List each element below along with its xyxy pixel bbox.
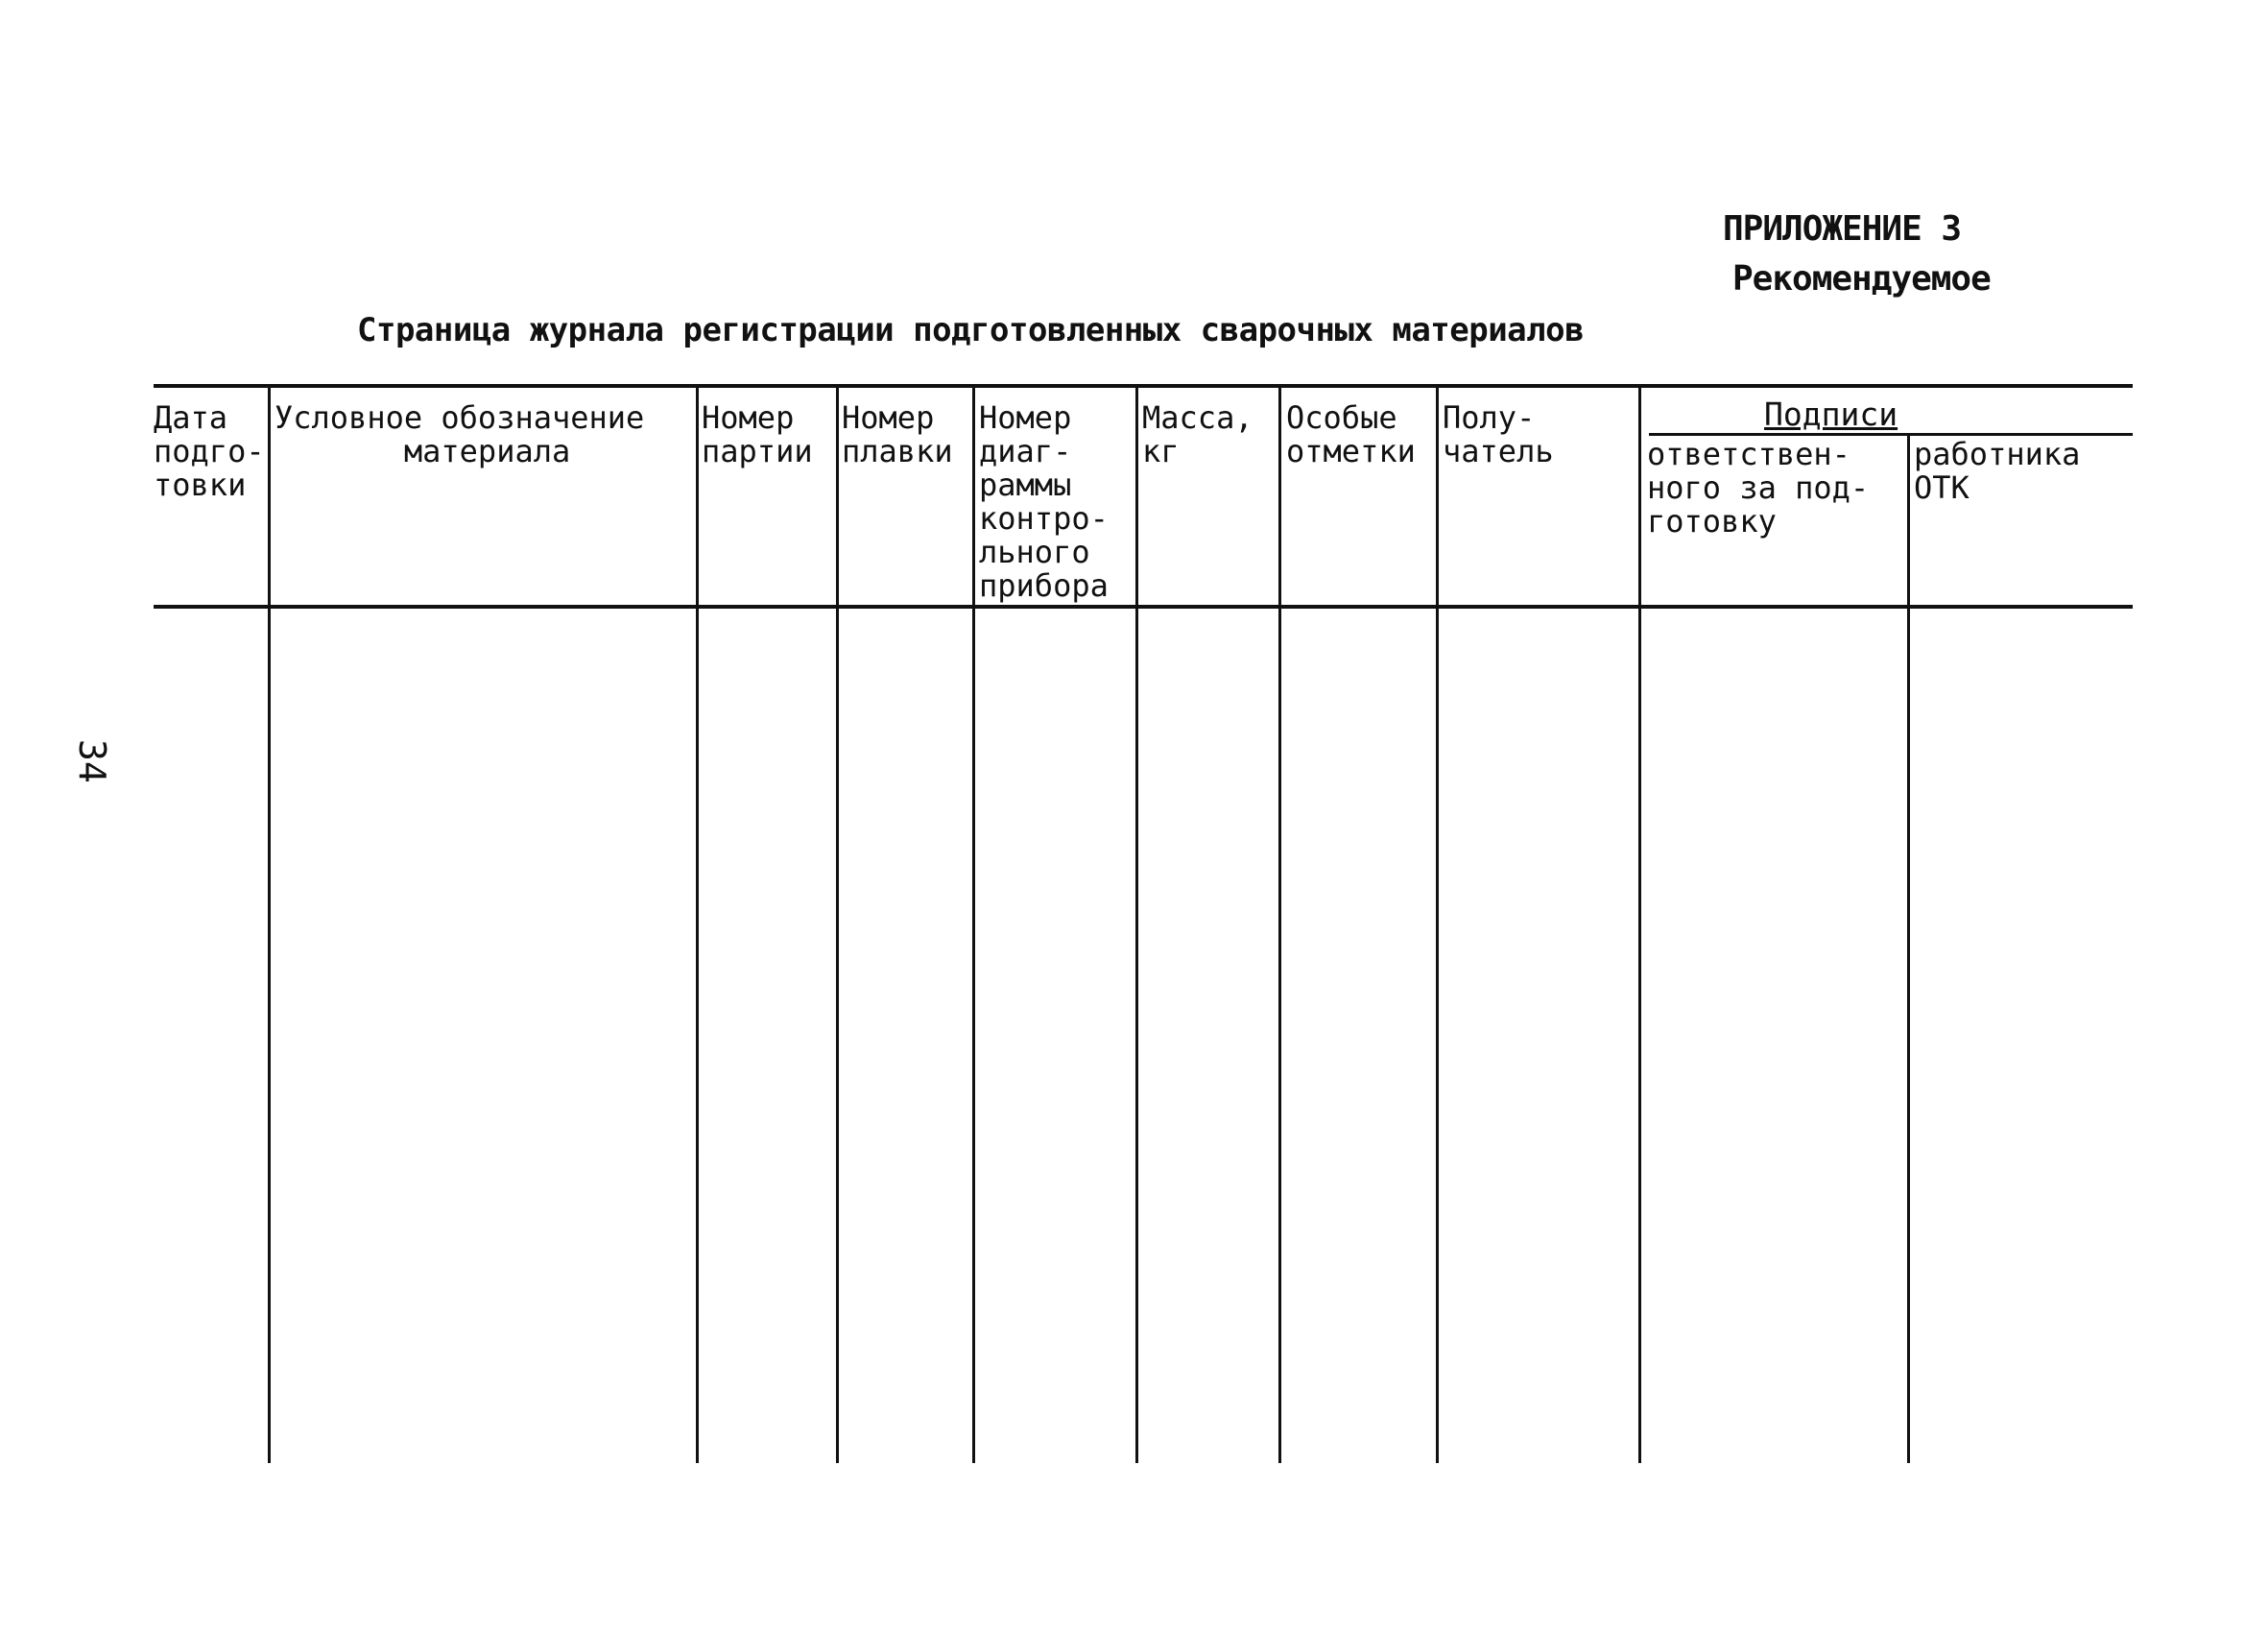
header-qc-signature: работника ОТК [1914, 436, 2081, 506]
header-signatures: Подписи [1764, 396, 1898, 433]
header-melt-number: Номер плавки [842, 399, 953, 469]
header-bottom-rule [154, 605, 2133, 609]
table-top-rule [154, 384, 2133, 388]
column-divider [1638, 386, 1641, 1463]
header-responsible-signature: ответствен- ного за под- готовку [1647, 436, 1870, 540]
header-mass: Масса, кг [1142, 399, 1253, 469]
header-material-designation: Условное обозначение материала [275, 399, 645, 469]
column-divider [268, 386, 271, 1463]
header-date: Дата подго- товки [154, 399, 265, 503]
header-batch-number: Номер партии [702, 399, 813, 469]
header-special-notes: Особые отметки [1286, 399, 1416, 469]
column-divider [972, 386, 975, 1463]
column-divider [1135, 386, 1138, 1463]
column-divider [696, 386, 699, 1463]
column-divider [836, 386, 839, 1463]
header-diagram-number: Номер диаг- раммы контро- льного прибора [979, 399, 1109, 604]
appendix-title: ПРИЛОЖЕНИЕ 3 [1723, 209, 1962, 249]
header-recipient: Полу- чатель [1443, 399, 1554, 469]
journal-title: Страница журнала регистрации подготовленных сварочных материалов [357, 311, 1585, 349]
column-divider [1907, 434, 1910, 1463]
column-divider [1278, 386, 1281, 1463]
appendix-subtitle: Рекомендуемое [1732, 259, 1991, 299]
column-divider [1436, 386, 1439, 1463]
page-number: 34 [71, 739, 113, 783]
